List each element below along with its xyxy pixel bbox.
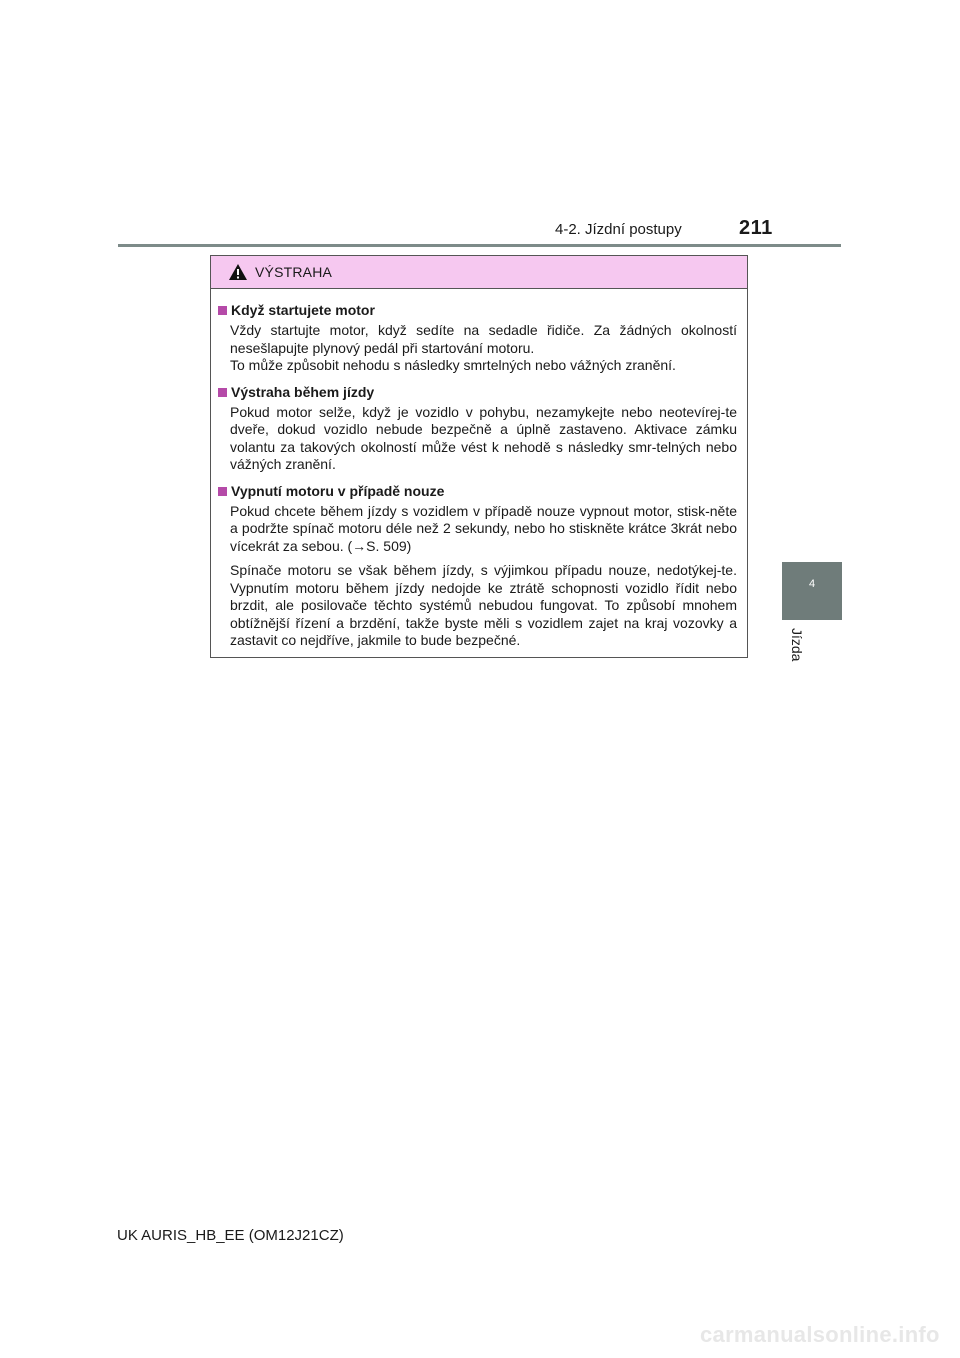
warning-title: VÝSTRAHA bbox=[255, 264, 333, 280]
watermark: carmanualsonline.info bbox=[700, 1322, 940, 1347]
square-bullet-icon bbox=[218, 487, 227, 496]
warning-item-text: Spínače motoru se však během jízdy, s výjimkou případu nouze, nedotýkej-te. Vypnutím motoru během jízdy nedojde ke ztrátě schopnosti vozidlo řídit nebo brzdit, ale posilovače těchto systémů nebudou fungovat. To způsobí mnohem obtížnější řízení a brzdění, takže byste měli s vozidlem zajet na kraj vozovky a zastavit co nejdříve, jakmile to bude bezpečné. bbox=[230, 562, 737, 648]
warning-item-heading: Výstraha během jízdy bbox=[218, 383, 737, 401]
warning-item-heading: Vypnutí motoru v případě nouze bbox=[218, 482, 737, 500]
warning-item-text: Pokud motor selže, když je vozidlo v pohybu, nezamykejte nebo neotevírej-te dveře, dokud vozidlo nebude bezpečně a úplně zastaveno. Aktivace zámku volantu za takových okolností může vést k nehodě s následky smr-telných nebo vážných zranění. bbox=[230, 403, 737, 472]
warning-item-heading: Když startujete motor bbox=[218, 301, 737, 319]
chapter-tab: 4 bbox=[782, 562, 842, 620]
page-number: 211 bbox=[739, 217, 773, 239]
warning-triangle-icon bbox=[228, 263, 248, 281]
warning-item bbox=[218, 482, 737, 650]
warning-item-text: Pokud chcete během jízdy s vozidlem v případě nouze vypnout motor, stisk-něte a podržte spínač motoru déle než 2 sekundy, nebo ho stiskněte krátce 3krát nebo vícekrát za sebou. (→S. 509) bbox=[230, 502, 737, 554]
warning-item-text: Vždy startujte motor, když sedíte na sedadle řidiče. Za žádných okolností nesešlapujte plynový pedál při startování motoru. To může způsobit nehodu s následky smrtelných nebo vážných zranění. bbox=[230, 322, 737, 373]
warning-item bbox=[218, 383, 737, 474]
section-title: 4-2. Jízdní postupy bbox=[555, 221, 682, 238]
warning-header bbox=[211, 256, 747, 289]
warning-box bbox=[210, 255, 748, 658]
warning-body bbox=[211, 289, 747, 650]
square-bullet-icon bbox=[218, 306, 227, 315]
warning-item bbox=[218, 301, 737, 375]
model-code: UK AURIS_HB_EE (OM12J21CZ) bbox=[117, 1227, 344, 1244]
square-bullet-icon bbox=[218, 388, 227, 397]
chapter-label: Jízda bbox=[789, 628, 805, 662]
header-divider bbox=[118, 244, 841, 247]
